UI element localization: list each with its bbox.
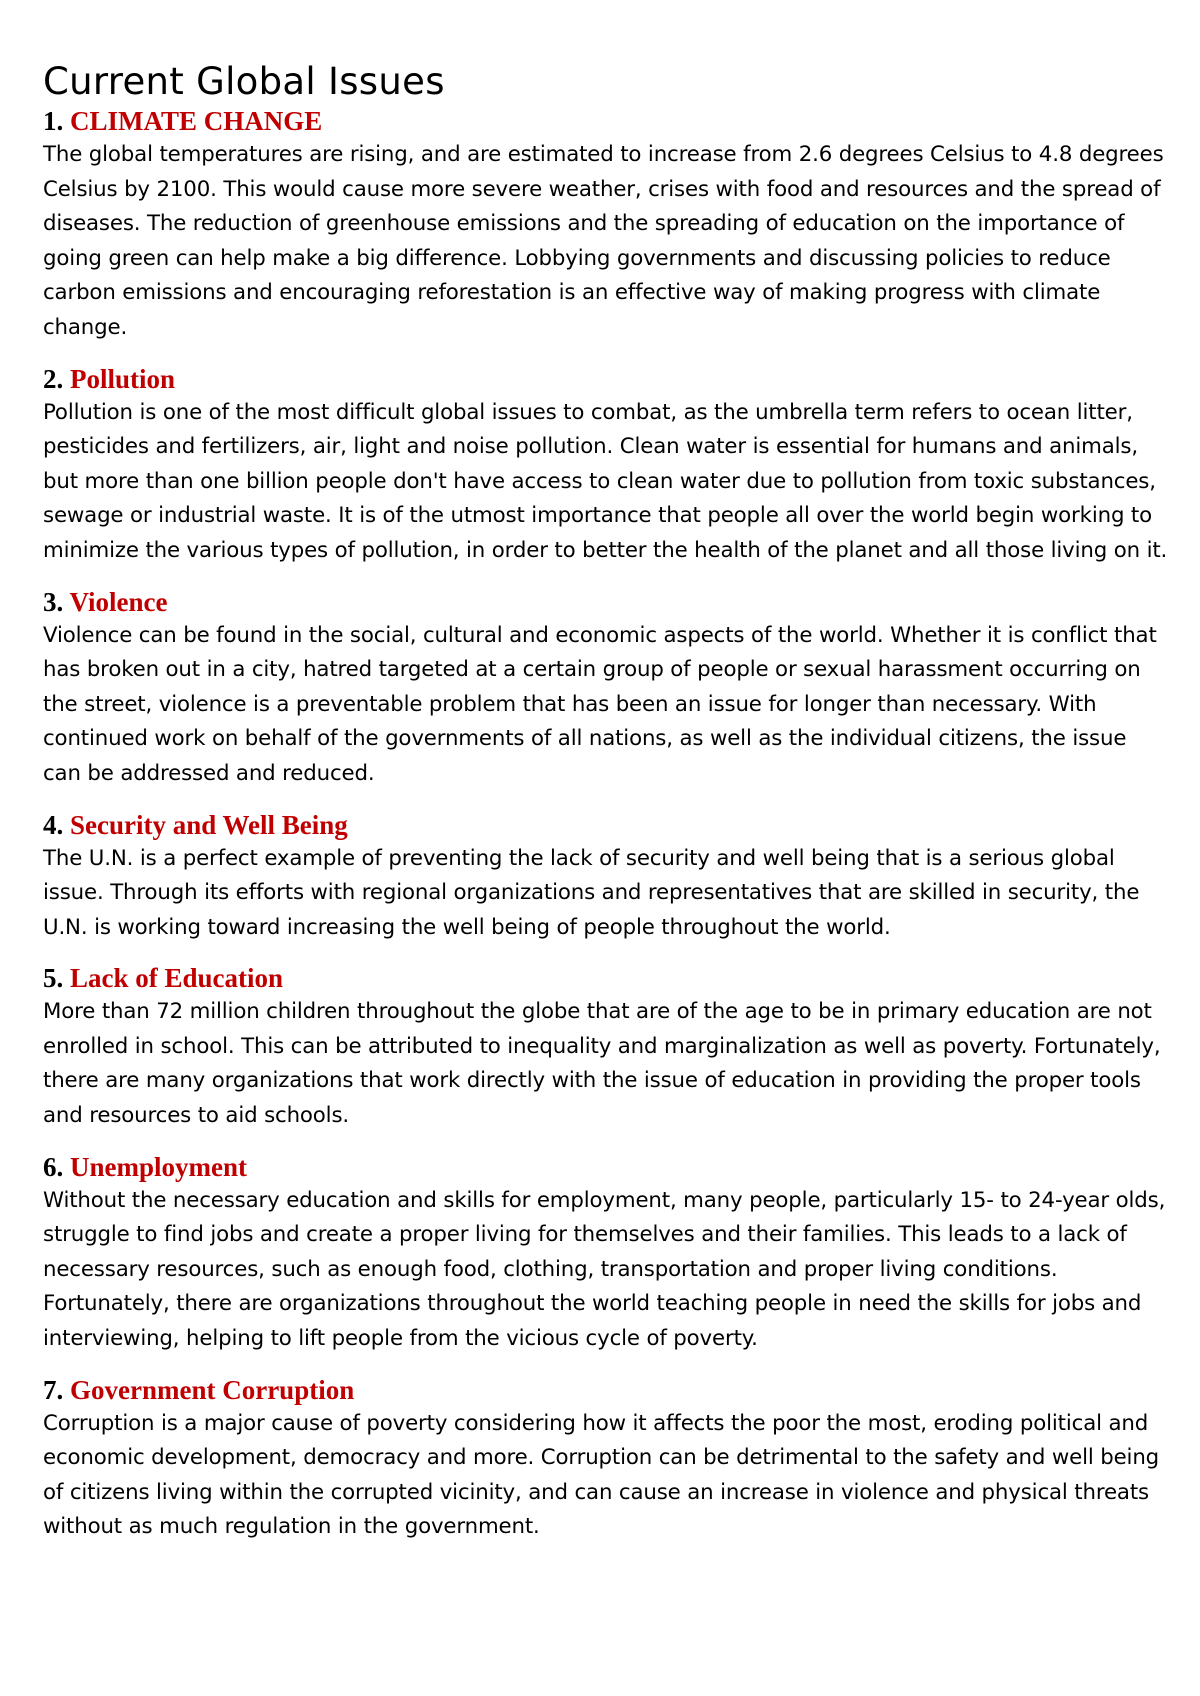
section-heading <box>43 362 1168 396</box>
section-security-well-being <box>43 808 1168 946</box>
section-number: 5. <box>43 963 64 994</box>
section-number: 2. <box>43 363 64 394</box>
section-heading <box>43 1150 1168 1184</box>
section-title: Government Corruption <box>70 1374 355 1405</box>
section-title: Violence <box>69 586 168 617</box>
section-heading <box>43 1373 1168 1407</box>
section-title: Unemployment <box>70 1151 247 1182</box>
section-lack-of-education <box>43 961 1168 1133</box>
section-pollution <box>43 362 1168 569</box>
section-violence <box>43 585 1168 792</box>
section-heading <box>43 961 1168 995</box>
document-page <box>43 60 1168 1561</box>
section-number: 7. <box>43 1374 64 1405</box>
section-number: 6. <box>43 1151 64 1182</box>
section-body: The global temperatures are rising, and are estimated to increase from 2.6 degrees Celsius to 4.8 degrees Celsius by 2100. This would cause more severe weather, crises with food and resources and the spread of diseases. The reduction of greenhouse emissions and the spreading of education on the importance of going green can help make a big difference. Lobbying governments and discussing policies to reduce carbon emissions and encouraging reforestation is an effective way of making progress with climate change. <box>43 142 1164 340</box>
section-title: Lack of Education <box>70 963 284 994</box>
section-climate-change <box>43 104 1168 346</box>
section-heading <box>43 104 1168 138</box>
section-body: Corruption is a major cause of poverty considering how it affects the poor the most, eroding political and economic development, democracy and more. Corruption can be detrimental to the safety and well being of citizens living within the corrupted vicinity, and can cause an increase in violence and physical threats without as much regulation in the government. <box>43 1410 1160 1540</box>
section-title: Security and Well Being <box>70 809 348 840</box>
section-unemployment <box>43 1150 1168 1357</box>
section-title: Pollution <box>70 363 176 394</box>
document-title: Current Global Issues <box>43 60 445 103</box>
section-heading <box>43 585 1168 619</box>
section-body: The U.N. is a perfect example of preventing the lack of security and well being that is a serious global issue. Through its efforts with regional organizations and representatives that are skilled in security, the U.N. is working toward increasing the well being of people throughout the world. <box>43 845 1140 940</box>
section-heading <box>43 808 1168 842</box>
section-title: CLIMATE CHANGE <box>70 106 323 136</box>
section-body: More than 72 million children throughout the globe that are of the age to be in primary education are not enrolled in school. This can be attributed to inequality and marginalization as well as poverty. Fortunately, there are many organizations that work directly with the issue of education in providing the proper tools and resources to aid schools. <box>43 999 1161 1129</box>
section-government-corruption <box>43 1373 1168 1545</box>
section-body: Violence can be found in the social, cultural and economic aspects of the world. Whether it is conflict that has broken out in a city, hatred targeted at a certain group of people or sexual harassment occurring on the street, violence is a preventable problem that has been an issue for longer than necessary. With continued work on behalf of the governments of all nations, as well as the individual citizens, the issue can be addressed and reduced. <box>43 622 1157 786</box>
section-number: 3. <box>43 586 64 617</box>
section-number: 4. <box>43 809 64 840</box>
section-number: 1. <box>43 106 64 136</box>
section-body: Pollution is one of the most difficult global issues to combat, as the umbrella term refers to ocean litter, pesticides and fertilizers, air, light and noise pollution. Clean water is essential for humans and animals, but more than one billion people don't have access to clean water due to pollution from toxic substances, sewage or industrial waste. It is of the utmost importance that people all over the world begin working to minimize the various types of pollution, in order to better the health of the planet and all those living on it. <box>43 399 1168 563</box>
section-body: Without the necessary education and skills for employment, many people, particularly 15- to 24-year olds, struggle to find jobs and create a proper living for themselves and their families. This leads to a lack of necessary resources, such as enough food, clothing, transportation and proper living conditions. Fortunately, there are organizations throughout the world teaching people in need the skills for jobs and interviewing, helping to lift people from the vicious cycle of poverty. <box>43 1187 1166 1352</box>
